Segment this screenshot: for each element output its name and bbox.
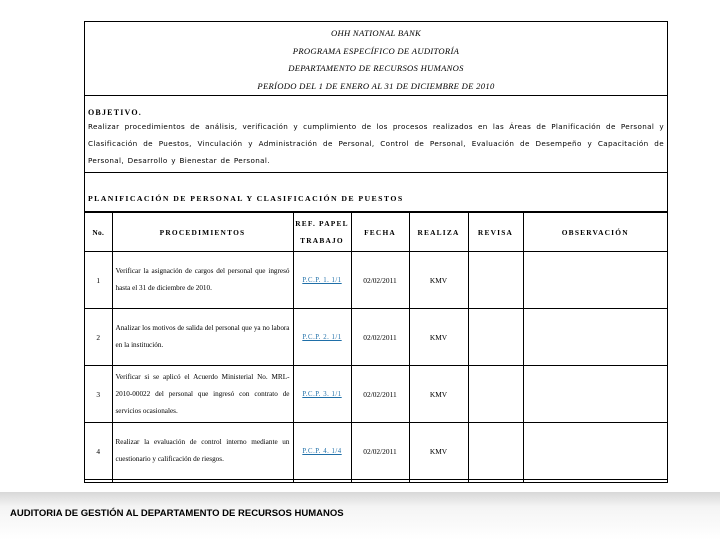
row-realiza: KMV: [409, 309, 468, 366]
header-observacion: OBSERVACIÓN: [523, 213, 667, 252]
section-title: PLANIFICACIÓN DE PERSONAL Y CLASIFICACIÓN DE PUESTOS: [88, 194, 404, 203]
row-realiza: KMV: [409, 423, 468, 480]
row-revisa: [468, 252, 523, 309]
row-no: 1: [85, 252, 112, 309]
row-ref-link[interactable]: P.C.P. 3. 1/1: [293, 366, 351, 423]
row-observacion: [523, 480, 667, 484]
department-title: DEPARTAMENTO DE RECURSOS HUMANOS: [288, 63, 464, 73]
row-ref-link[interactable]: P.C.P. 2. 1/1: [293, 309, 351, 366]
row-no: 3: [85, 366, 112, 423]
header-procedimientos: PROCEDIMIENTOS: [112, 213, 293, 252]
table-row: [85, 366, 667, 423]
row-observacion: [523, 423, 667, 480]
row-realiza: KMV: [409, 366, 468, 423]
row-date: [351, 480, 409, 484]
row-revisa: [468, 309, 523, 366]
row-procedure: Realizar la evaluación de control interno mediante un cuestionario y calificación de riesgos.: [112, 423, 293, 480]
objective-section: [85, 96, 667, 173]
row-date: 02/02/2011: [351, 309, 409, 366]
period-title: PERÍODO DEL 1 DE ENERO AL 31 DE DICIEMBRE DE 2010: [257, 80, 495, 91]
row-ref-link[interactable]: [293, 480, 351, 484]
objective-text: Realizar procedimientos de análisis, verificación y cumplimiento de los procesos realizados en las Áreas de Planificación de Personal y Clasificación de Puestos, Vinculación y Administración de Personal, Control de Personal, Evaluación de Desempeño y Capacitación de Personal, Desarrollo y Bienestar de Personal.: [88, 122, 664, 165]
row-observacion: [523, 252, 667, 309]
row-procedure: Verificar la asignación de cargos del personal que ingresó hasta el 31 de diciembre de 2010.: [112, 252, 293, 309]
table-row: [85, 480, 667, 484]
slide-footer: [0, 492, 720, 540]
procedures-table: [85, 212, 667, 483]
row-realiza: [409, 480, 468, 484]
header-realiza: REALIZA: [409, 213, 468, 252]
row-date: 02/02/2011: [351, 423, 409, 480]
section-header: [85, 173, 667, 212]
row-revisa: [468, 366, 523, 423]
table-row: [85, 423, 667, 480]
row-procedure: Analizar los motivos de salida del personal que ya no labora en la institución.: [112, 309, 293, 366]
row-date: 02/02/2011: [351, 366, 409, 423]
row-revisa: [468, 480, 523, 484]
table-header-row: [85, 213, 667, 252]
row-no: 2: [85, 309, 112, 366]
row-observacion: [523, 309, 667, 366]
objective-title: OBJETIVO.: [88, 108, 142, 117]
row-no: 4: [85, 423, 112, 480]
header-fecha: FECHA: [351, 213, 409, 252]
header-no: No.: [85, 213, 112, 252]
row-procedure: Verificar si se aplicó el Acuerdo Ministerial No. MRL-2010-00022 del personal que ingresó con contrato de servicios ocasionales.: [112, 366, 293, 423]
table-row: [85, 252, 667, 309]
row-observacion: [523, 366, 667, 423]
row-date: 02/02/2011: [351, 252, 409, 309]
document-header: [85, 22, 667, 96]
bank-name: OHH NATIONAL BANK: [330, 28, 422, 38]
row-no: [85, 480, 112, 484]
program-title: PROGRAMA ESPECÍFICO DE AUDITORÍA: [292, 45, 460, 56]
footer-title: AUDITORIA DE GESTIÓN AL DEPARTAMENTO DE RECURSOS HUMANOS: [10, 508, 344, 519]
audit-program-sheet: [84, 21, 668, 483]
table-row: [85, 309, 667, 366]
header-ref: REF. PAPEL TRABAJO: [293, 213, 351, 252]
row-revisa: [468, 423, 523, 480]
row-procedure: [112, 480, 293, 484]
row-ref-link[interactable]: P.C.P. 4. 1/4: [293, 423, 351, 480]
header-revisa: REVISA: [468, 213, 523, 252]
row-realiza: KMV: [409, 252, 468, 309]
row-ref-link[interactable]: P.C.P. 1. 1/1: [293, 252, 351, 309]
